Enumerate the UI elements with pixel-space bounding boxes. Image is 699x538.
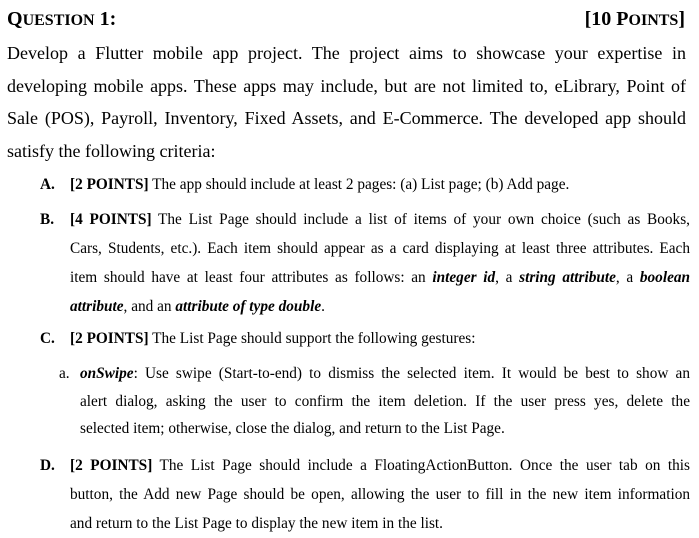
question-title-rest: UESTION <box>22 12 95 29</box>
question-header <box>7 7 685 33</box>
criterion-text: , and an <box>123 298 176 315</box>
criterion-text: , a <box>615 269 640 286</box>
criterion-letter: B. <box>40 211 55 228</box>
criterion-body <box>70 451 690 538</box>
criterion-line <box>70 324 690 353</box>
gesture-line <box>80 360 690 388</box>
criterion-line <box>70 170 690 199</box>
criterion-text: The List Page should include a list of items of your own choice (such as Books, <box>151 211 690 228</box>
gesture-letter: a. <box>59 365 70 382</box>
criterion-points: [4 POINTS] <box>70 211 152 228</box>
gesture-line: alert dialog, asking the user to confirm the item deletion. If the user press yes, delete the <box>80 392 690 410</box>
criterion-body <box>70 170 690 199</box>
criterion-points: [2 POINTS] <box>70 330 149 347</box>
gesture-name: onSwipe <box>80 365 134 382</box>
criterion-text: , a <box>495 269 520 286</box>
attr-boolean: boolean <box>639 269 691 286</box>
criterion-line <box>70 263 690 292</box>
intro-line: Sale (POS), Payroll, Inventory, Fixed Assets, and E-Commerce. The developed app should <box>7 108 686 128</box>
question-title <box>7 7 116 33</box>
question-title-initial: Q <box>7 8 23 30</box>
attr-boolean-cont: attribute <box>70 298 124 315</box>
criterion-text: item should have at least four attributes as follows: an <box>70 269 433 286</box>
criterion-letter: D. <box>40 457 55 474</box>
criterion-line: button, the Add new Page should be open, allowing the user to fill in the new item information <box>70 486 690 503</box>
criterion-text: The app should include at least 2 pages: (a) List page; (b) Add page. <box>148 176 570 193</box>
criterion-points: [2 POINTS] <box>70 176 149 193</box>
attr-double: attribute of type double <box>175 298 322 315</box>
intro-line: Develop a Flutter mobile app project. The project aims to showcase your expertise in <box>7 43 686 63</box>
criterion-text: . <box>321 298 325 315</box>
criterion-text: The List Page should include a FloatingActionButton. Once the user tab on this <box>152 457 690 474</box>
criterion-letter: C. <box>40 330 55 347</box>
intro-line: satisfy the following criteria: <box>7 140 216 161</box>
gesture-text: : Use swipe (Start-to-end) to dismiss the selected item. It would be best to show an <box>133 365 690 382</box>
criterion-line <box>70 205 690 234</box>
intro-line: developing mobile apps. These apps may include, but are not limited to, eLibrary, Point of <box>7 75 686 96</box>
criterion-line: and return to the List Page to display the new item in the list. <box>70 515 444 532</box>
question-points-word: OINTS <box>628 12 679 29</box>
criterion-line <box>70 451 690 480</box>
attr-string: string attribute <box>519 269 616 286</box>
criterion-line: Cars, Students, etc.). Each item should appear as a card displaying at least three attributes. Each <box>70 240 690 257</box>
criterion-body <box>70 205 690 321</box>
question-title-number: 1: <box>94 8 117 30</box>
criterion-points: [2 POINTS] <box>70 457 153 474</box>
question-points <box>585 7 685 33</box>
attr-integer-id: integer id <box>432 269 496 286</box>
criterion-text: The List Page should support the following gestures: <box>148 330 476 347</box>
criterion-letter: A. <box>40 176 55 193</box>
question-intro <box>7 37 686 167</box>
question-points-close: ] <box>678 8 685 30</box>
criterion-body <box>70 324 690 353</box>
question-points-open: [10 P <box>584 8 629 30</box>
gesture-line: selected item; otherwise, close the dialog, and return to the List Page. <box>80 420 505 437</box>
criterion-line <box>70 292 690 321</box>
gesture-onswipe <box>59 360 690 443</box>
